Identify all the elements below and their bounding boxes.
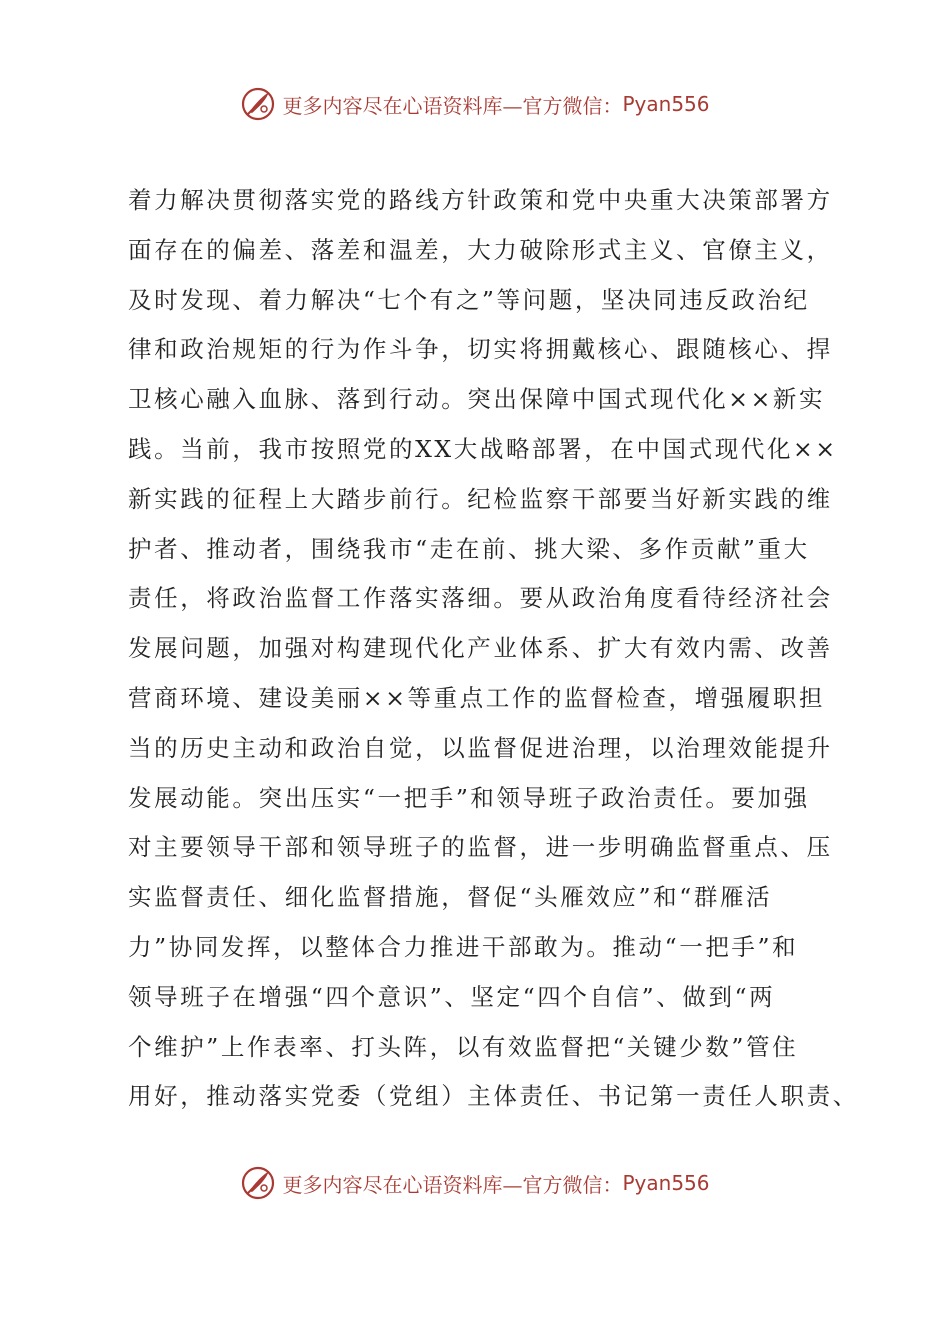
text-line: 卫核心融入血脉、落到行动。突出保障中国式现代化××新实 (128, 385, 826, 414)
text-line: 领导班子在增强“四个意识”、坚定“四个自信”、做到“两 (128, 982, 776, 1011)
text-line: 及时发现、着力解决“七个有之”等问题，坚决同违反政治纪 (128, 285, 810, 314)
text-line: 着力解决贯彻落实党的路线方针政策和党中央重大决策部署方 (128, 186, 833, 214)
text-line: 营商环境、建设美丽××等重点工作的监督检查，增强履职担 (128, 683, 826, 712)
text-line: 个维护”上作表率、打头阵，以有效监督把“关键少数”管住 (128, 1032, 799, 1061)
footer-banner (0, 1161, 950, 1205)
wechat-id: Pyan556 (622, 92, 710, 116)
text-line: 责任，将政治监督工作落实落细。要从政治角度看待经济社会 (128, 584, 833, 613)
text-line: 当的历史主动和政治自觉，以监督促进治理，以治理效能提升 (128, 733, 833, 762)
document-body (128, 176, 859, 1122)
header-banner (0, 82, 950, 126)
text-line: 用好，推动落实党委（党组）主体责任、书记第一责任人职责、 (128, 1082, 859, 1111)
banner-text: 更多内容尽在心语资料库—官方微信： (282, 93, 623, 118)
text-line: 律和政治规矩的行为作斗争，切实将拥戴核心、跟随核心、捍 (128, 335, 833, 364)
text-line: 发展问题，加强对构建现代化产业体系、扩大有效内需、改善 (128, 634, 833, 663)
text-line: 实监督责任、细化监督措施，督促“头雁效应”和“群雁活 (128, 883, 773, 912)
quill-pen-logo-icon (240, 86, 276, 122)
text-line: 面存在的偏差、落差和温差，大力破除形式主义、官僚主义， (128, 235, 833, 264)
text-line: 发展动能。突出压实“一把手”和领导班子政治责任。要加强 (128, 783, 810, 812)
quill-pen-logo-icon (240, 1165, 276, 1201)
banner-text: 更多内容尽在心语资料库—官方微信： (282, 1172, 623, 1197)
text-line: 践。当前，我市按照党的XX大战略部署，在中国式现代化×× (128, 434, 838, 463)
wechat-id: Pyan556 (622, 1171, 710, 1195)
text-line: 护者、推动者，围绕我市“走在前、挑大梁、多作贡献”重大 (128, 534, 810, 563)
text-line: 新实践的征程上大踏步前行。纪检监察干部要当好新实践的维 (128, 484, 833, 513)
text-line: 力”协同发挥，以整体合力推进干部敢为。推动“一把手”和 (128, 932, 799, 961)
text-line: 对主要领导干部和领导班子的监督，进一步明确监督重点、压 (128, 833, 833, 862)
